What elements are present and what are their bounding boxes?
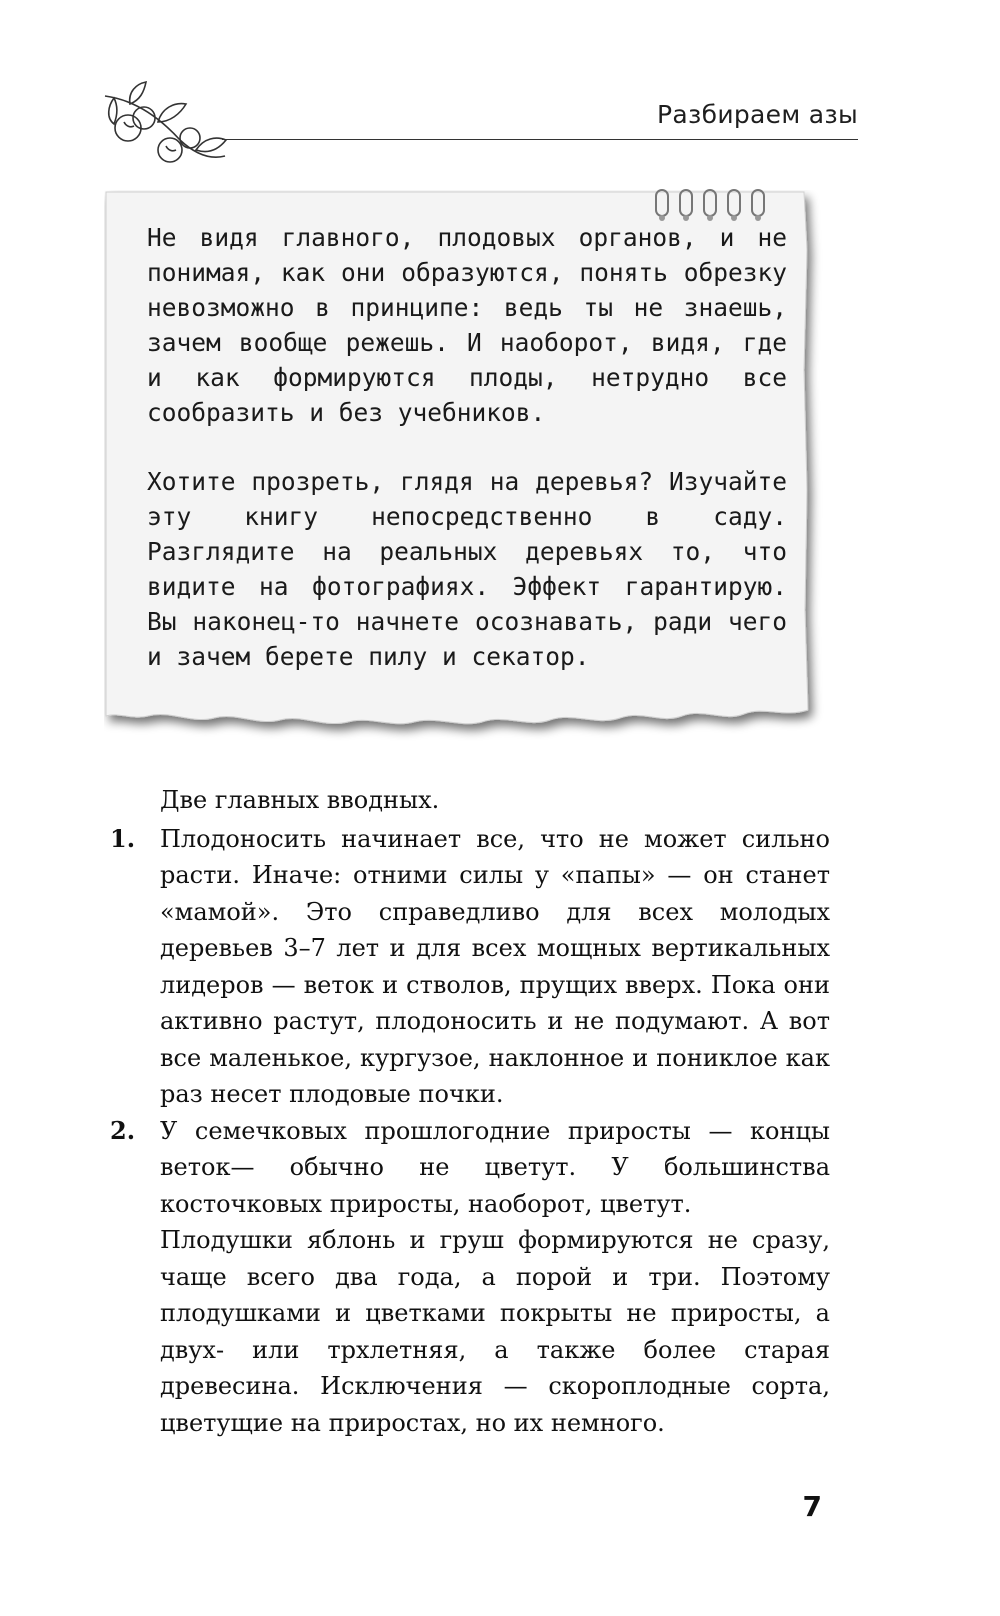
fruit-branch-icon: [100, 78, 230, 178]
page-number: 7: [802, 1490, 822, 1523]
list-item: [110, 1113, 830, 1442]
list-item-text: Плодушки яблонь и груш формируются не сразу, чаще всего два года, а порой и три. Поэтому плодушками и цветками покрыты не приросты, а двух- или трхлетняя, а также более старая древесина. Исключения — скороплодные сорта, цветущие на приростах, но их немного.: [160, 1226, 830, 1437]
intro-line: Две главных вводных.: [160, 786, 440, 814]
note-paragraph-2: Хотите прозреть, глядя на деревья? Изучайте эту книгу непосредственно в саду. Разглядите на реальных деревьях то, что видите на фотографиях. Эффект гарантирую. Вы наконец-то начнете осознавать, ради чего и зачем берете пилу и секатор.: [147, 467, 787, 671]
header-divider: [222, 139, 858, 140]
note-paragraph-1: Не видя главного, плодовых органов, и не понимая, как они образуются, понять обрезку невозможно в принципе: ведь ты не знаешь, зачем вообще режешь. И наоборот, видя, где и как формируются плоды, нетрудно все сообразить и без учебников.: [147, 223, 787, 427]
list-number: 2.: [110, 1115, 136, 1145]
list-item-text: Плодоносить начинает все, что не может сильно расти. Иначе: отними силы у «папы» — он станет «мамой». Это справедливо для всех молодых деревьев 3–7 лет и для всех мощных вертикальных лидеров — веток и стволов, прущих вверх. Пока они активно растут, плодоносить и не подумают. А вот все маленькое, кургузое, наклонное и пониклое как раз несет плодовые почки.: [160, 824, 830, 1108]
list-item: [110, 821, 830, 1113]
main-text: [110, 782, 830, 1441]
list-item-text: У семечковых прошлогодние приросты — концы веток— обычно не цветут. У большинства косточковых приросты, наоборот, цветут.: [160, 1116, 830, 1218]
section-title: Разбираем азы: [657, 100, 858, 129]
list-number: 1.: [110, 823, 136, 853]
note-text: [147, 220, 787, 708]
